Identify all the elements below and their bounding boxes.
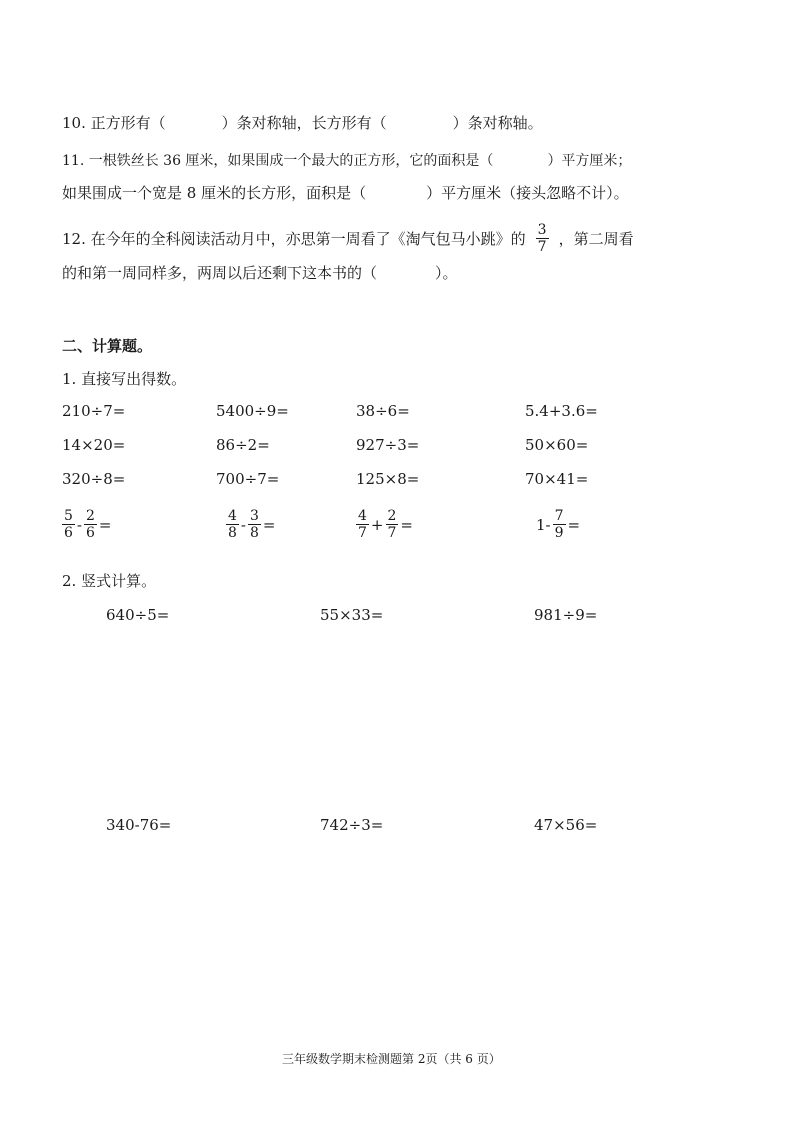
fraction-3b [386,508,399,541]
fraction-3a [356,508,369,541]
fraction-2b [248,508,261,541]
q10-text-a: 10. 正方形有（ [62,114,166,132]
oral-calc-1-4: 5.4+3.6= [525,402,598,420]
question-11-line-2 [62,184,629,202]
operator: + [370,515,384,534]
fraction-4b [553,508,566,541]
oral-calc-3-1: 320÷8= [62,470,126,488]
fraction-calc-1 [62,508,114,541]
oral-calc-1-2: 5400÷9= [216,402,289,420]
q12-fraction [536,222,549,255]
q11-text-c: 如果围成一个宽是 8 厘米的长方形，面积是（ [62,184,367,202]
oral-calc-2-4: 50×60= [525,436,589,454]
oral-calc-2-2: 86÷2= [216,436,270,454]
q11-text-a: 11. 一根铁丝长 36 厘米，如果围成一个最大的正方形，它的面积是（ [62,153,494,169]
question-11-line-1 [62,152,631,170]
fraction-calc-2 [226,508,278,541]
fraction-1b [84,508,97,541]
vertical-calc-2-2: 742÷3= [320,816,384,834]
q12-frac-denominator: 7 [537,239,547,255]
equals-sign: = [262,515,276,534]
denominator: 7 [387,525,397,541]
oral-calc-1-3: 38÷6= [356,402,410,420]
fraction-calc-4 [534,508,582,541]
oral-calc-3-3: 125×8= [356,470,420,488]
part-2-title: 2. 竖式计算。 [62,572,157,590]
oral-calc-1-1: 210÷7= [62,402,126,420]
vertical-calc-1-3: 981÷9= [534,606,598,624]
fraction-2a [226,508,239,541]
oral-calc-3-2: 700÷7= [216,470,280,488]
denominator: 8 [250,525,259,541]
oral-calc-2-3: 927÷3= [356,436,420,454]
oral-calc-2-1: 14×20= [62,436,126,454]
question-12-line-1 [62,222,634,255]
fraction-1a [62,508,75,541]
numerator: 2 [86,508,95,524]
page-footer: 三年级数学期末检测题第 2页（共 6 页） [282,1052,501,1066]
q11-text-b: ）平方厘米； [547,153,632,169]
vertical-calc-2-1: 340-76= [106,816,172,834]
q12-text-a: 12. 在今年的全科阅读活动月中，亦思第一周看了《淘气包马小跳》的 [62,229,526,248]
vertical-calc-2-3: 47×56= [534,816,598,834]
numerator: 5 [64,508,73,524]
q11-text-d: ）平方厘米（接头忽略不计）。 [426,184,629,202]
operator: - [240,515,246,534]
section-2-title: 二、计算题。 [62,337,153,355]
question-10 [62,114,543,132]
q12-text-b: ，第二周看 [558,229,634,248]
numerator: 2 [387,508,397,524]
part-1-title: 1. 直接写出得数。 [62,370,187,388]
whole-minus: 1- [536,515,551,534]
operator: - [76,515,82,534]
numerator: 4 [228,508,237,524]
numerator: 4 [358,508,367,524]
equals-sign: = [400,515,413,534]
equals-sign: = [98,515,112,534]
denominator: 7 [358,525,367,541]
denominator: 8 [228,525,237,541]
denominator: 6 [64,525,73,541]
oral-calc-3-4: 70×41= [525,470,589,488]
q12-text-d: ）。 [435,264,458,282]
q10-text-c: ）条对称轴。 [452,114,543,132]
question-12-line-2 [62,264,458,282]
numerator: 7 [554,508,564,524]
q10-text-b: ）条对称轴，长方形有（ [221,114,387,132]
vertical-calc-1-2: 55×33= [320,606,384,624]
denominator: 6 [86,525,95,541]
vertical-calc-1-1: 640÷5= [106,606,170,624]
fraction-calc-3 [356,508,415,541]
q12-text-c: 的和第一周同样多，两周以后还剩下这本书的（ [62,264,378,282]
equals-sign: = [567,515,581,534]
denominator: 9 [554,525,564,541]
q12-frac-numerator: 3 [537,222,547,238]
numerator: 3 [250,508,259,524]
